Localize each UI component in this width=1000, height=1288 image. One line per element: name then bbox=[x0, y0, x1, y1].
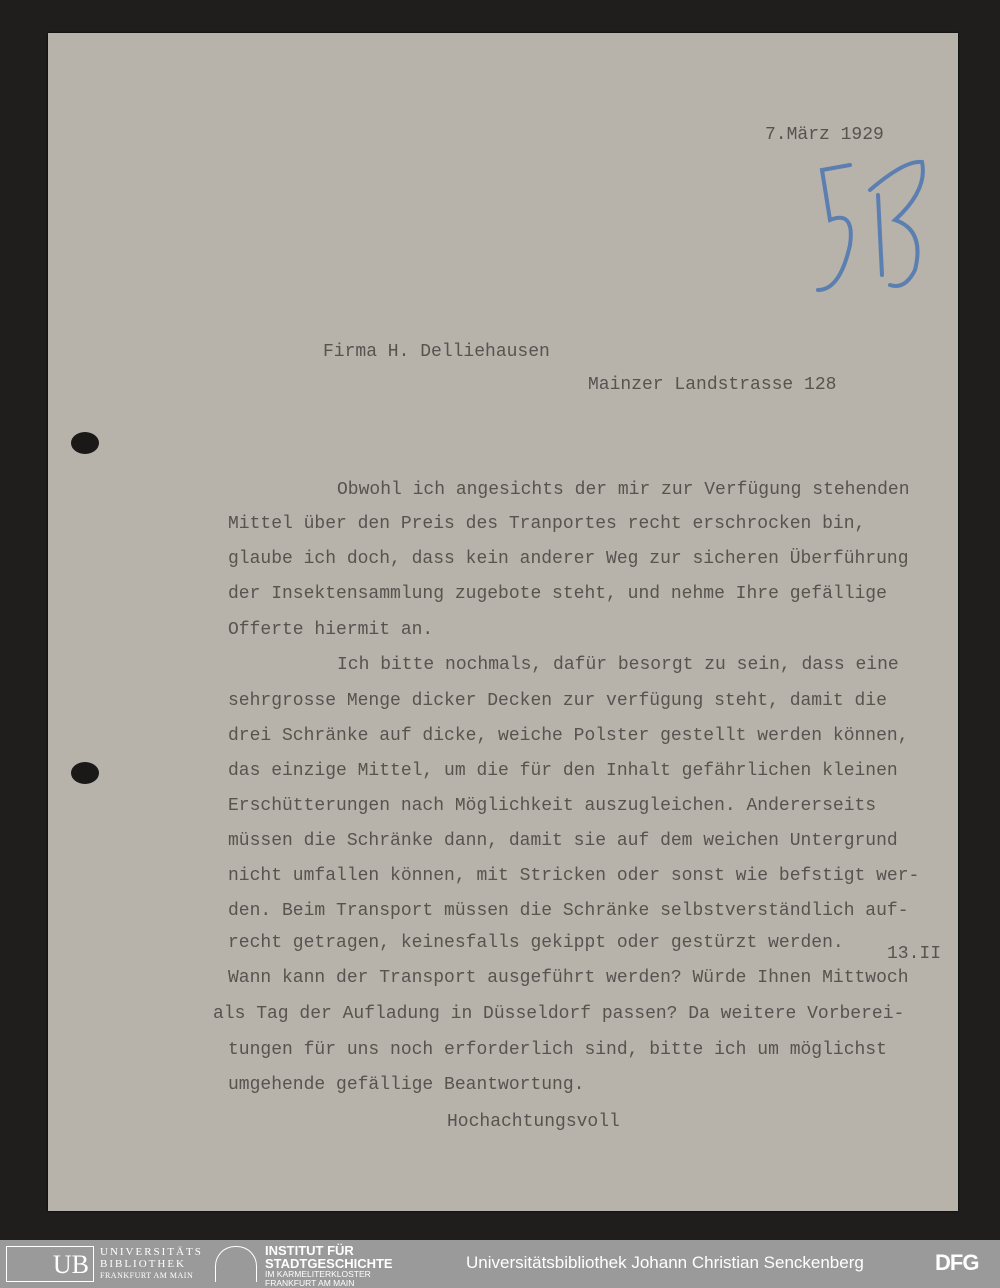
handwritten-mark bbox=[810, 150, 940, 300]
institut-sub bbox=[265, 1270, 371, 1288]
body-line: als Tag der Aufladung in Düsseldorf passen? Da weitere Vorberei- bbox=[213, 1004, 905, 1024]
body-line: Offerte hiermit an. bbox=[228, 620, 434, 640]
body-line: Ich bitte nochmals, dafür besorgt zu sein, dass eine bbox=[337, 655, 899, 675]
body-line: drei Schränke auf dicke, weiche Polster gestellt werden können, bbox=[228, 726, 909, 746]
body-line: Mittel über den Preis des Tranportes recht erschrocken bin, bbox=[228, 514, 866, 534]
footer-bar bbox=[0, 1240, 1000, 1288]
institut-sub-line: IM KARMELITERKLOSTER bbox=[265, 1269, 371, 1279]
institut-name-line: INSTITUT FÜR bbox=[265, 1243, 354, 1258]
ub-name-line: UNIVERSITÄTS bbox=[100, 1246, 203, 1258]
body-line: Wann kann der Transport ausgeführt werden? Würde Ihnen Mittwoch bbox=[228, 968, 909, 988]
margin-note: 13.II bbox=[887, 944, 942, 964]
body-line: nicht umfallen können, mit Stricken oder sonst wie befstigt wer- bbox=[228, 866, 920, 886]
ub-name-line: FRANKFURT AM MAIN bbox=[100, 1271, 194, 1280]
body-line: den. Beim Transport müssen die Schränke selbstverständlich auf- bbox=[228, 901, 909, 921]
recipient-name: Firma H. Delliehausen bbox=[323, 342, 550, 362]
body-line: der Insektensammlung zugebote steht, und nehme Ihre gefällige bbox=[228, 584, 887, 604]
body-line: Erschütterungen nach Möglichkeit auszugleichen. Andererseits bbox=[228, 796, 877, 816]
ub-name-line: BIBLIOTHEK bbox=[100, 1258, 186, 1270]
body-line: Obwohl ich angesichts der mir zur Verfügung stehenden bbox=[337, 480, 910, 500]
dfg-logo[interactable]: DFG bbox=[935, 1250, 979, 1275]
body-line: müssen die Schränke dann, damit sie auf dem weichen Untergrund bbox=[228, 831, 898, 851]
closing: Hochachtungsvoll bbox=[447, 1112, 620, 1132]
body-line: sehrgrosse Menge dicker Decken zur verfügung steht, damit die bbox=[228, 691, 887, 711]
body-line: glaube ich doch, dass kein anderer Weg zur sicheren Überführung bbox=[228, 549, 909, 569]
punch-hole bbox=[71, 762, 99, 784]
body-line: umgehende gefällige Beantwortung. bbox=[228, 1075, 585, 1095]
institut-name bbox=[265, 1244, 393, 1270]
library-name[interactable]: Universitätsbibliothek Johann Christian Senckenberg bbox=[466, 1253, 864, 1272]
body-line: recht getragen, keinesfalls gekippt oder gestürzt werden. bbox=[228, 933, 844, 953]
institut-arch-icon bbox=[215, 1246, 257, 1282]
body-line: das einzige Mittel, um die für den Inhalt gefährlichen kleinen bbox=[228, 761, 898, 781]
ub-name bbox=[100, 1246, 203, 1282]
recipient-address: Mainzer Landstrasse 128 bbox=[588, 375, 837, 395]
institut-sub-line: FRANKFURT AM MAIN bbox=[265, 1278, 355, 1288]
ub-logo[interactable]: UB bbox=[6, 1246, 94, 1282]
letter-date: 7.März 1929 bbox=[765, 125, 884, 145]
punch-hole bbox=[71, 432, 99, 454]
body-line: tungen für uns noch erforderlich sind, bitte ich um möglichst bbox=[228, 1040, 887, 1060]
institut-name-line: STADTGESCHICHTE bbox=[265, 1256, 393, 1271]
